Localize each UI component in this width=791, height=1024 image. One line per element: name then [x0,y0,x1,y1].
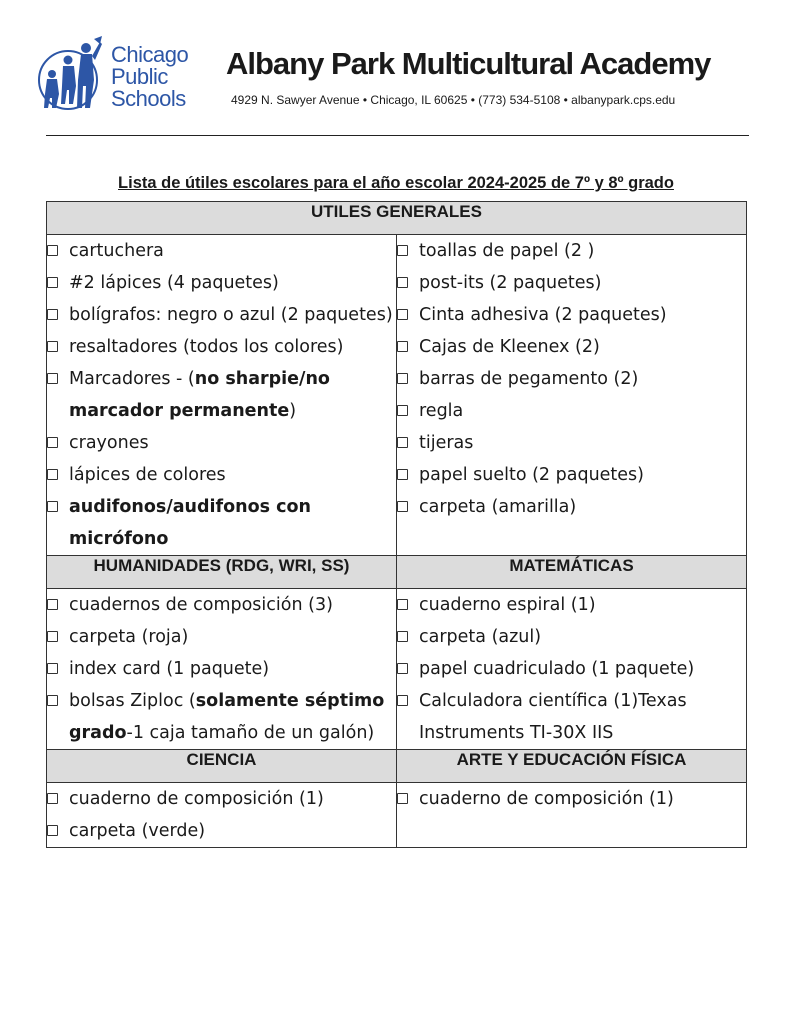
item-text: -1 caja tamaño de un galón) [126,723,375,743]
checklist-item [397,395,746,427]
checkbox-icon[interactable] [47,437,58,448]
checklist-item [397,621,746,653]
cps-line-3: Schools [111,86,186,111]
utiles-generales-left [47,235,397,556]
cps-logo [36,36,108,114]
item-text: ) [289,401,297,421]
checkbox-icon[interactable] [397,437,408,448]
humanidades-list [47,589,397,750]
item-text: carpeta (azul) [419,627,542,647]
checkbox-icon[interactable] [47,309,58,320]
checklist-item [397,653,746,685]
checkbox-icon[interactable] [47,469,58,480]
checkbox-icon[interactable] [47,277,58,288]
checklist-item [397,235,746,267]
checkbox-icon[interactable] [47,663,58,674]
checklist-item [47,491,396,555]
checklist-item [47,685,396,749]
item-text: lápices de colores [69,465,226,485]
checklist-item [397,299,746,331]
cps-wordmark [111,44,188,110]
item-text: Cajas de Kleenex (2) [419,337,600,357]
checklist-item [47,267,396,299]
section-heading-arte: ARTE Y EDUCACIÓN FÍSICA [397,750,747,783]
list-title: Lista de útiles escolares para el año escolar 2024-2025 de 7º y 8º grado [118,174,674,192]
checklist-item [47,815,396,847]
item-text: Cinta adhesiva (2 paquetes) [419,305,667,325]
matematicas-list [397,589,747,750]
checkbox-icon[interactable] [397,599,408,610]
checkbox-icon[interactable] [397,309,408,320]
item-text: barras de pegamento (2) [419,369,639,389]
item-text: cuadernos de composición (3) [69,595,333,615]
checkbox-icon[interactable] [47,825,58,836]
checkbox-icon[interactable] [47,341,58,352]
item-text: papel cuadriculado (1 paquete) [419,659,695,679]
checklist-item [397,589,746,621]
checkbox-icon[interactable] [397,341,408,352]
item-text: crayones [69,433,149,453]
checkbox-icon[interactable] [47,373,58,384]
section-heading-humanidades: HUMANIDADES (RDG, WRI, SS) [47,556,397,589]
ciencia-list [47,783,397,848]
checkbox-icon[interactable] [397,405,408,416]
item-text: regla [419,401,464,421]
item-text: carpeta (roja) [69,627,189,647]
checklist-item [397,331,746,363]
checklist-item [47,299,396,331]
item-text: carpeta (amarilla) [419,497,577,517]
checklist-item [397,685,746,749]
checkbox-icon[interactable] [397,469,408,480]
checklist-item [47,459,396,491]
checklist-item [47,235,396,267]
school-address: 4929 N. Sawyer Avenue • Chicago, IL 60625 • (773) 534-5108 • albanypark.cps.edu [231,93,676,107]
checkbox-icon[interactable] [397,793,408,804]
checklist-item [47,363,396,427]
item-text: bolsas Ziploc ( [69,691,196,711]
checklist-item [47,589,396,621]
checkbox-icon[interactable] [397,631,408,642]
checklist-item [397,363,746,395]
checkbox-icon[interactable] [47,599,58,610]
checkbox-icon[interactable] [397,695,408,706]
item-text: cuaderno de composición (1) [419,789,674,809]
checklist-item [397,267,746,299]
checklist-item [397,491,746,523]
checkbox-icon[interactable] [47,793,58,804]
item-text: papel suelto (2 paquetes) [419,465,644,485]
checklist-item [47,653,396,685]
item-text-bold: solamente séptimo grado [69,691,385,743]
item-text: cuaderno de composición (1) [69,789,324,809]
item-text: cuaderno espiral (1) [419,595,596,615]
item-text: bolígrafos: negro o azul (2 paquetes) [69,305,393,325]
item-text-bold: audifonos/audifonos con micrófono [69,497,311,549]
cps-line-2: Public [111,64,168,89]
item-text: tijeras [419,433,474,453]
checkbox-icon[interactable] [397,501,408,512]
item-text-bold: no sharpie/no marcador permanente [69,369,330,421]
checklist-item [47,331,396,363]
arte-list [397,783,747,848]
cps-line-1: Chicago [111,42,189,67]
item-text: #2 lápices (4 paquetes) [69,273,279,293]
checkbox-icon[interactable] [47,631,58,642]
item-text: Marcadores - ( [69,369,195,389]
item-text: Calculadora científica (1)Texas Instruments TI-30X IIS [419,691,687,743]
checkbox-icon[interactable] [47,501,58,512]
supply-table [46,201,747,848]
header-divider [46,135,749,136]
section-heading-matematicas: MATEMÁTICAS [397,556,747,589]
school-name: Albany Park Multicultural Academy [226,46,711,81]
section-heading-utiles-generales: UTILES GENERALES [47,202,747,235]
utiles-generales-right [397,235,747,556]
item-text: toallas de papel (2 ) [419,241,595,261]
checklist-item [47,783,396,815]
checkbox-icon[interactable] [47,245,58,256]
item-text: index card (1 paquete) [69,659,270,679]
item-text: resaltadores (todos los colores) [69,337,344,357]
checklist-item [397,783,746,815]
checkbox-icon[interactable] [397,373,408,384]
checkbox-icon[interactable] [397,663,408,674]
section-heading-ciencia: CIENCIA [47,750,397,783]
item-text: post-its (2 paquetes) [419,273,602,293]
checkbox-icon[interactable] [397,277,408,288]
checklist-item [47,621,396,653]
checkbox-icon[interactable] [397,245,408,256]
checkbox-icon[interactable] [47,695,58,706]
checklist-item [47,427,396,459]
item-text: carpeta (verde) [69,821,206,841]
checklist-item [397,459,746,491]
item-text: cartuchera [69,241,164,261]
checklist-item [397,427,746,459]
